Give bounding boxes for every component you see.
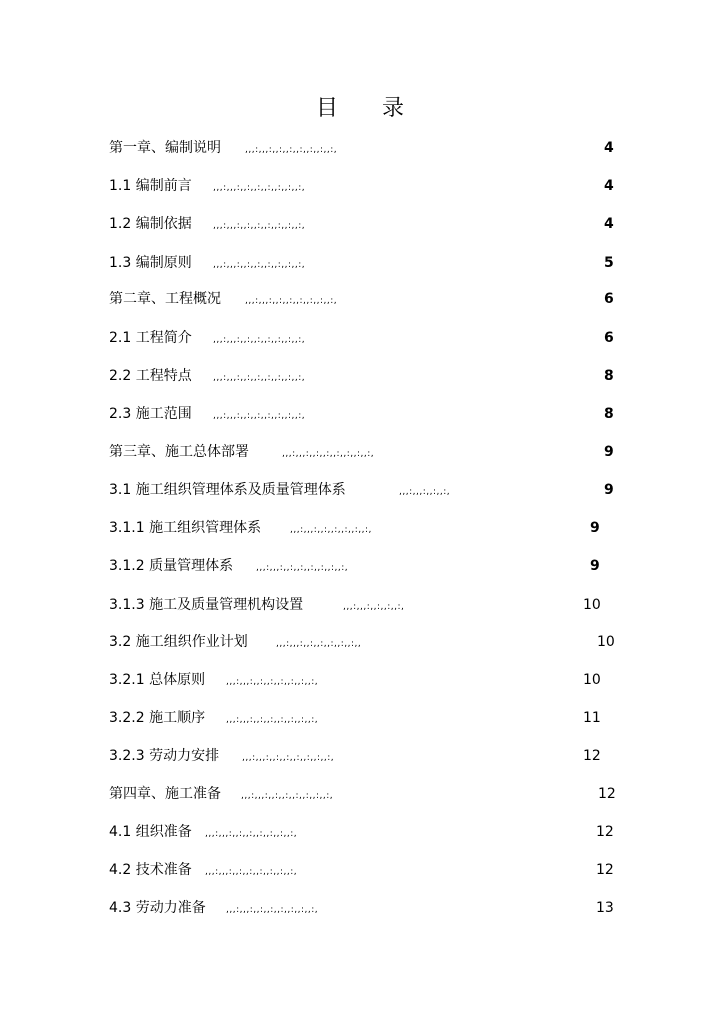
toc-entry-label: 3.2.1 总体原则: [109, 672, 206, 688]
toc-entry-label: 1.2 编制依据: [109, 216, 192, 232]
toc-entry-page: 6: [604, 330, 614, 346]
toc-entry-leader: ,,,:,,,:,,:,,:,,:,,:,,:,,:,: [245, 145, 338, 155]
toc-entry-leader: ,,,:,,,:,,:,,:,,:,,:,,:,,:,: [282, 449, 375, 459]
toc-entry[interactable]: [0, 176, 724, 198]
toc-entry-page: 8: [604, 368, 614, 384]
toc-entry-page: 12: [598, 786, 616, 802]
toc-entry-label: 4.2 技术准备: [109, 862, 192, 878]
toc-entry-leader: ,,,:,,,:,,:,,:,,:,,:,,:,,: [276, 639, 362, 649]
toc-entry-leader: ,,,:,,,:,,:,,:,,:,,:,,:,: [290, 525, 372, 535]
toc-entry[interactable]: [0, 289, 724, 311]
toc-entry-page: 10: [597, 634, 615, 650]
toc-entry-page: 10: [583, 597, 601, 613]
toc-entry-label: 1.3 编制原则: [109, 255, 192, 271]
toc-entry-page: 9: [604, 482, 614, 498]
toc-entry-leader: ,,,:,,,:,,:,,:,,:,,:,,:,,:,: [245, 296, 338, 306]
toc-entry[interactable]: [0, 253, 724, 275]
toc-entry-page: 4: [604, 178, 614, 194]
toc-entry[interactable]: [0, 860, 724, 882]
toc-entry-leader: ,,,:,,,:,,:,,:,,:,,:,,:,,:,: [213, 411, 306, 421]
toc-entry-leader: ,,,:,,,:,,:,,:,,:,,:,,:,,:,: [205, 829, 298, 839]
toc-entry-label: 3.1.2 质量管理体系: [109, 558, 234, 574]
toc-entry-label: 第四章、施工准备: [109, 786, 221, 802]
toc-entry-leader: ,,,:,,,:,,:,,:,,:,,:,,:,,:,: [242, 753, 335, 763]
toc-entry-leader: ,,,:,,,:,,:,,:,,:,,:,,:,,:,: [213, 221, 306, 231]
toc-entry[interactable]: [0, 784, 724, 806]
toc-title-part2: 录: [382, 96, 405, 121]
toc-entry-leader: ,,,:,,,:,,:,,:,,:,,:,,:,,:,: [205, 867, 298, 877]
toc-entry-page: 10: [583, 672, 601, 688]
toc-entry-label: 3.2.2 施工顺序: [109, 710, 206, 726]
toc-entry-leader: ,,,:,,,:,,:,,:,,:,,:,,:,,:,: [226, 677, 319, 687]
toc-entry-page: 4: [604, 216, 614, 232]
toc-entry-leader: ,,,:,,,:,,:,,:,,:,,:,,:,,:,: [256, 563, 349, 573]
toc-entry-label: 3.2 施工组织作业计划: [109, 634, 248, 650]
toc-entry-leader: ,,,:,,,:,,:,,:,,:,,:,,:,,:,: [213, 335, 306, 345]
toc-entry-label: 3.1 施工组织管理体系及质量管理体系: [109, 482, 346, 498]
toc-entry-leader: ,,,:,,,:,,:,,:,,:,,:,,:,,:,: [226, 905, 319, 915]
toc-entry[interactable]: [0, 138, 724, 160]
toc-entry-label: 3.2.3 劳动力安排: [109, 748, 220, 764]
toc-entry-leader: ,,,:,,,:,,:,,:,,:,,:,,:,,:,: [213, 260, 306, 270]
toc-entry-page: 12: [583, 748, 601, 764]
toc-entry[interactable]: [0, 442, 724, 464]
toc-entry-page: 9: [590, 520, 600, 536]
toc-entry-label: 第二章、工程概况: [109, 291, 221, 307]
toc-entry-label: 3.1.3 施工及质量管理机构设置: [109, 597, 304, 613]
toc-entry[interactable]: [0, 404, 724, 426]
toc-entry[interactable]: [0, 670, 724, 692]
toc-entry-leader: ,,,:,,,:,,:,,:,,:,: [343, 602, 405, 612]
toc-entry[interactable]: [0, 480, 724, 502]
toc-entry-leader: ,,,:,,,:,,:,,:,,:,,:,,:,,:,: [213, 373, 306, 383]
toc-entry[interactable]: [0, 822, 724, 844]
toc-entry[interactable]: [0, 632, 724, 654]
toc-entry[interactable]: [0, 366, 724, 388]
toc-entry-page: 12: [596, 862, 614, 878]
toc-entry-leader: ,,,:,,,:,,:,,:,,:,,:,,:,,:,: [241, 791, 334, 801]
toc-entry-label: 2.1 工程简介: [109, 330, 192, 346]
toc-entry-leader: ,,,:,,,:,,:,,:,: [399, 487, 451, 497]
toc-entry[interactable]: [0, 708, 724, 730]
toc-entry-label: 4.1 组织准备: [109, 824, 192, 840]
toc-entry-label: 第三章、施工总体部署: [109, 444, 249, 460]
toc-entry-page: 13: [596, 900, 614, 916]
toc-title-part1: 目: [316, 96, 339, 121]
toc-entry-page: 12: [596, 824, 614, 840]
toc-entry-label: 第一章、编制说明: [109, 140, 221, 156]
toc-entry-page: 6: [604, 291, 614, 307]
toc-entry-leader: ,,,:,,,:,,:,,:,,:,,:,,:,,:,: [213, 183, 306, 193]
toc-entry-label: 2.2 工程特点: [109, 368, 192, 384]
toc-entry-page: 4: [604, 140, 614, 156]
toc-entry[interactable]: [0, 746, 724, 768]
toc-entry-page: 5: [604, 255, 614, 271]
toc-entry-label: 4.3 劳动力准备: [109, 900, 206, 916]
toc-entry-label: 2.3 施工范围: [109, 406, 192, 422]
toc-entry-label: 3.1.1 施工组织管理体系: [109, 520, 262, 536]
toc-entry-label: 1.1 编制前言: [109, 178, 192, 194]
toc-entry[interactable]: [0, 595, 724, 617]
toc-entry-leader: ,,,:,,,:,,:,,:,,:,,:,,:,,:,: [226, 715, 319, 725]
toc-entry-page: 11: [583, 710, 601, 726]
toc-entry[interactable]: [0, 328, 724, 350]
toc-entry[interactable]: [0, 898, 724, 920]
toc-entry-page: 9: [590, 558, 600, 574]
toc-entry[interactable]: [0, 556, 724, 578]
toc-entry-page: 9: [604, 444, 614, 460]
toc-entry[interactable]: [0, 518, 724, 540]
toc-entry[interactable]: [0, 214, 724, 236]
toc-entry-page: 8: [604, 406, 614, 422]
